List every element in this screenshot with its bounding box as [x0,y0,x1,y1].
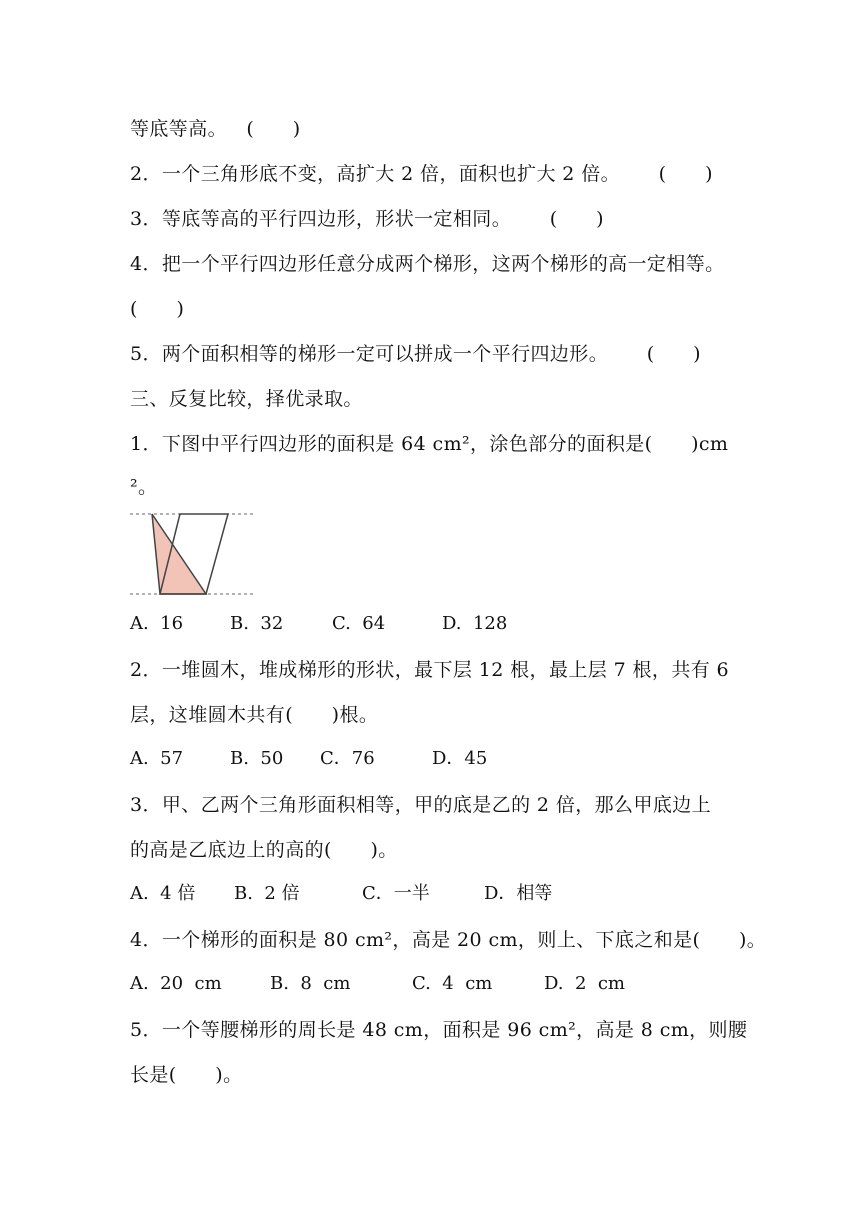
mc-question-1-line1: 1．下图中平行四边形的面积是 64 cm²，涂色部分的面积是( )cm [130,433,729,455]
mc-question-3-line2: 的高是乙底边上的高的( )。 [130,839,398,861]
q1-option-a[interactable]: A. 16 [130,613,184,634]
q4-option-c[interactable]: C. 4 cm [412,973,493,994]
q3-option-a[interactable]: A. 4 倍 [130,883,196,904]
q3-option-b[interactable]: B. 2 倍 [234,883,300,904]
mc-question-5-line1: 5．一个等腰梯形的周长是 48 cm，面积是 96 cm²，高是 8 cm，则腰 [130,1019,748,1041]
q1-option-d[interactable]: D. 128 [442,613,508,634]
q2-option-b[interactable]: B. 50 [230,748,284,769]
mc-question-4-line1: 4．一个梯形的面积是 80 cm²，高是 20 cm，则上、下底之和是( )。 [130,929,767,951]
q2-option-a[interactable]: A. 57 [130,748,184,769]
section-3-heading: 三、反复比较，择优录取。 [130,388,363,410]
q4-option-b[interactable]: B. 8 cm [270,973,351,994]
q3-option-c[interactable]: C．一半 [362,883,430,904]
shaded-triangle [152,514,206,594]
q2-option-d[interactable]: D．45 [432,748,488,769]
q1-option-b[interactable]: B. 32 [230,613,284,634]
mc-question-3-line1: 3．甲、乙两个三角形面积相等，甲的底是乙的 2 倍，那么甲底边上 [130,794,712,816]
mc-question-2-line1: 2．一堆圆木，堆成梯形的形状，最下层 12 根，最上层 7 根，共有 6 [130,659,730,681]
q2-option-c[interactable]: C．76 [320,748,375,769]
q3-option-d[interactable]: D．相等 [484,883,553,904]
parallelogram-figure [130,508,260,600]
q4-option-d[interactable]: D. 2 cm [544,973,625,994]
tf-question-3: 3．等底等高的平行四边形，形状一定相同。 ( ) [130,208,604,230]
mc-question-1-line2: ²。 [130,476,158,498]
q1-continued-line: 等底等高。 ( ) [130,118,301,140]
q4-option-a[interactable]: A. 20 cm [130,973,222,994]
tf-question-5: 5．两个面积相等的梯形一定可以拼成一个平行四边形。 ( ) [130,343,701,365]
tf-question-4-line1: 4．把一个平行四边形任意分成两个梯形，这两个梯形的高一定相等。 [130,253,725,275]
tf-question-4-line2: ( ) [130,298,185,320]
tf-question-2: 2．一个三角形底不变，高扩大 2 倍，面积也扩大 2 倍。 ( ) [130,163,713,185]
q1-option-c[interactable]: C. 64 [332,613,386,634]
mc-question-2-line2: 层，这堆圆木共有( )根。 [130,704,379,726]
mc-question-5-line2: 长是( )。 [130,1064,243,1086]
